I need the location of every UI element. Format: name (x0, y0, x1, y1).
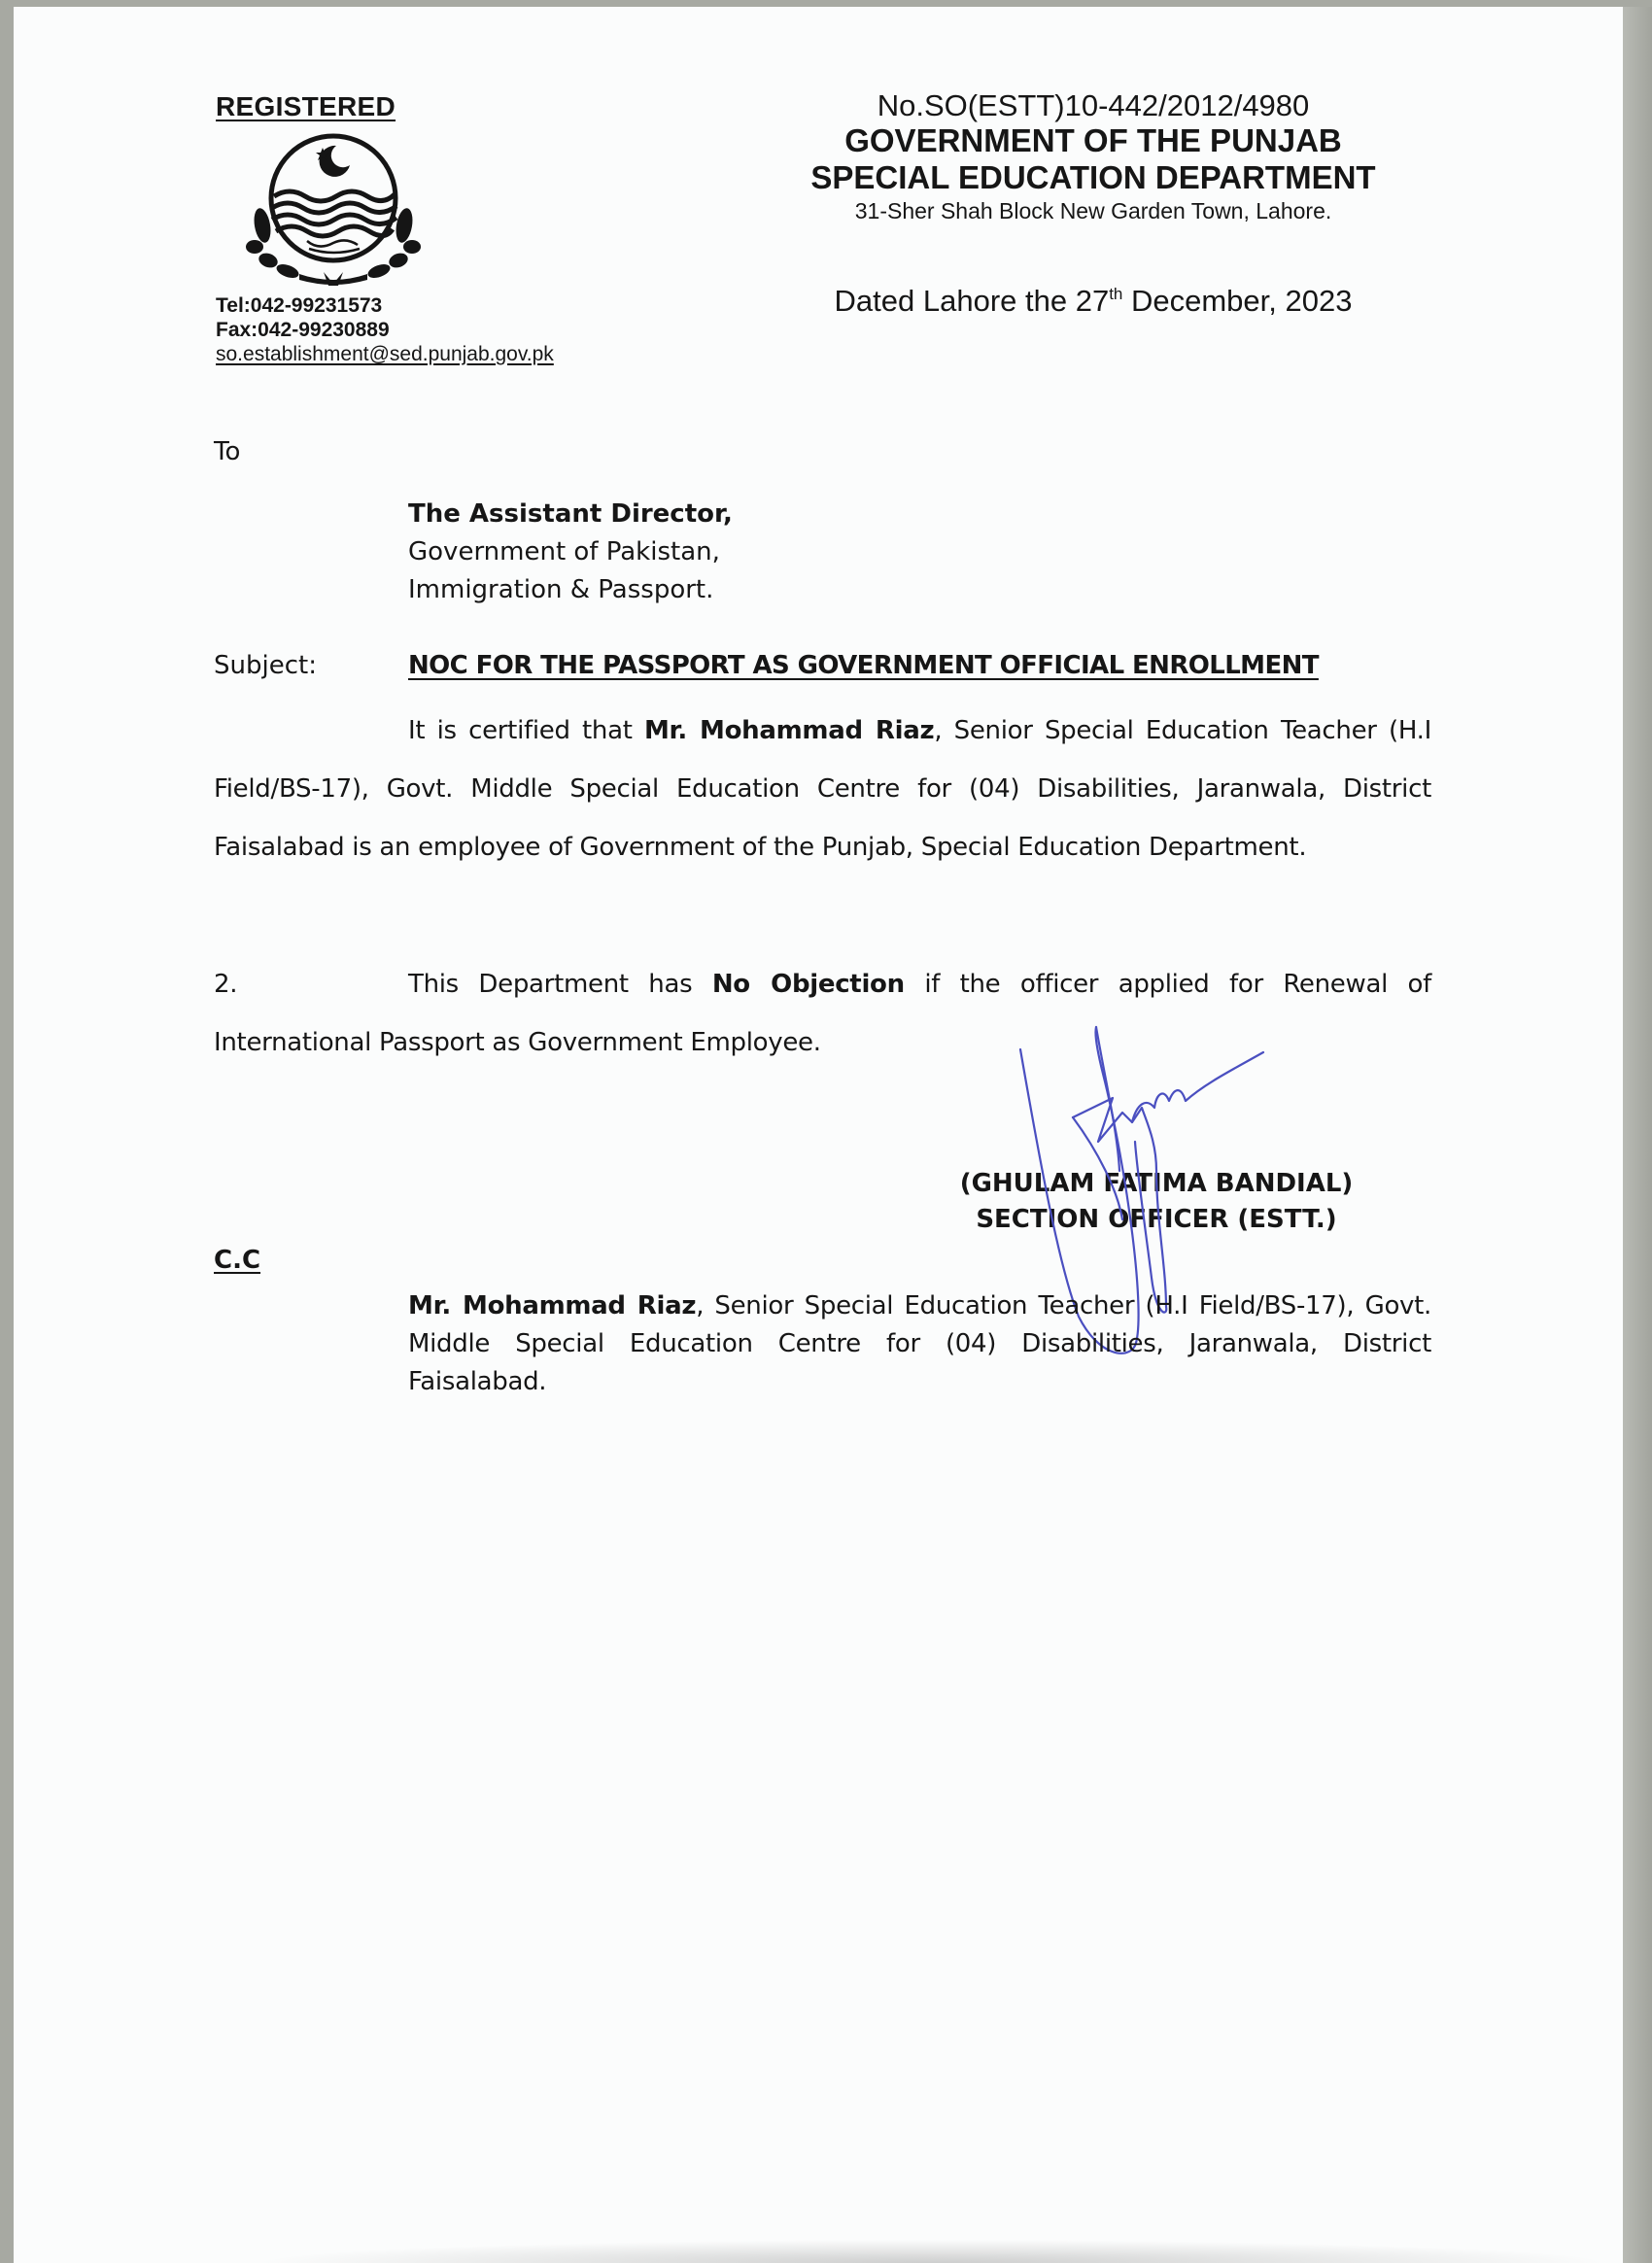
employee-name: Mr. Mohammad Riaz (643, 716, 935, 745)
scan-edge-shadow (1623, 7, 1652, 2263)
cc-label: C.C (214, 1246, 261, 1275)
government-of-punjab-emblem-icon (241, 128, 426, 286)
addressee-title: The Assistant Director, (408, 499, 733, 529)
date-prefix: Dated Lahore the 27 (834, 284, 1110, 318)
paragraph-number: 2. (214, 970, 238, 999)
addressee-line: Immigration & Passport. (408, 575, 714, 604)
cc-details: , Senior Special Education Teacher (H.I Field/BS-17), Govt. Middle Special Education Centre for (04) Disabilities, Jaranwala, District Faisalabad. (408, 1291, 1431, 1396)
government-name: GOVERNMENT OF THE PUNJAB (844, 122, 1342, 158)
paragraph-lead: This Department has (408, 970, 712, 999)
department-name: SPECIAL EDUCATION DEPARTMENT (810, 159, 1376, 195)
signatory-designation: SECTION OFFICER (ESTT.) (976, 1205, 1337, 1234)
reference-number: No.SO(ESTT)10-442/2012/4980 (877, 88, 1310, 122)
telephone-number: Tel:042-99231573 (216, 294, 383, 317)
subject-label: Subject: (214, 651, 317, 680)
to-label: To (214, 437, 241, 466)
cc-name: Mr. Mohammad Riaz (408, 1291, 697, 1320)
addressee-block (408, 496, 733, 609)
date-ordinal: th (1109, 285, 1123, 303)
scan-smudge (253, 2240, 1613, 2263)
no-objection-emphasis: No Objection (711, 970, 905, 999)
date-suffix: December, 2023 (1122, 284, 1353, 318)
certification-paragraph (214, 702, 1431, 876)
cc-recipient (408, 1287, 1431, 1401)
paragraph-lead: It is certified that (408, 716, 644, 745)
signatory-name: (GHULAM FATIMA BANDIAL) (959, 1169, 1354, 1198)
contact-info (216, 293, 554, 366)
registered-label: REGISTERED (216, 91, 396, 121)
subject-text: NOC FOR THE PASSPORT AS GOVERNMENT OFFICIAL ENROLLMENT (408, 651, 1319, 680)
letterhead-title-block (724, 89, 1463, 225)
fax-number: Fax:042-99230889 (216, 319, 390, 341)
email-link[interactable]: so.establishment@sed.punjab.gov.pk (216, 343, 554, 365)
department-address: 31-Sher Shah Block New Garden Town, Lahore. (854, 198, 1332, 223)
date-line (724, 284, 1463, 319)
paragraph-body: if the officer applied for Renewal of International Passport as Government Employee. (214, 970, 1431, 1057)
paragraph-body: , Senior Special Education Teacher (H.I Field/BS-17), Govt. Middle Special Education Centre for (04) Disabilities, Jaranwala, District Faisalabad is an employee of Government of the Punjab, Special Education Department. (214, 716, 1431, 862)
addressee-line: Government of Pakistan, (408, 537, 720, 566)
